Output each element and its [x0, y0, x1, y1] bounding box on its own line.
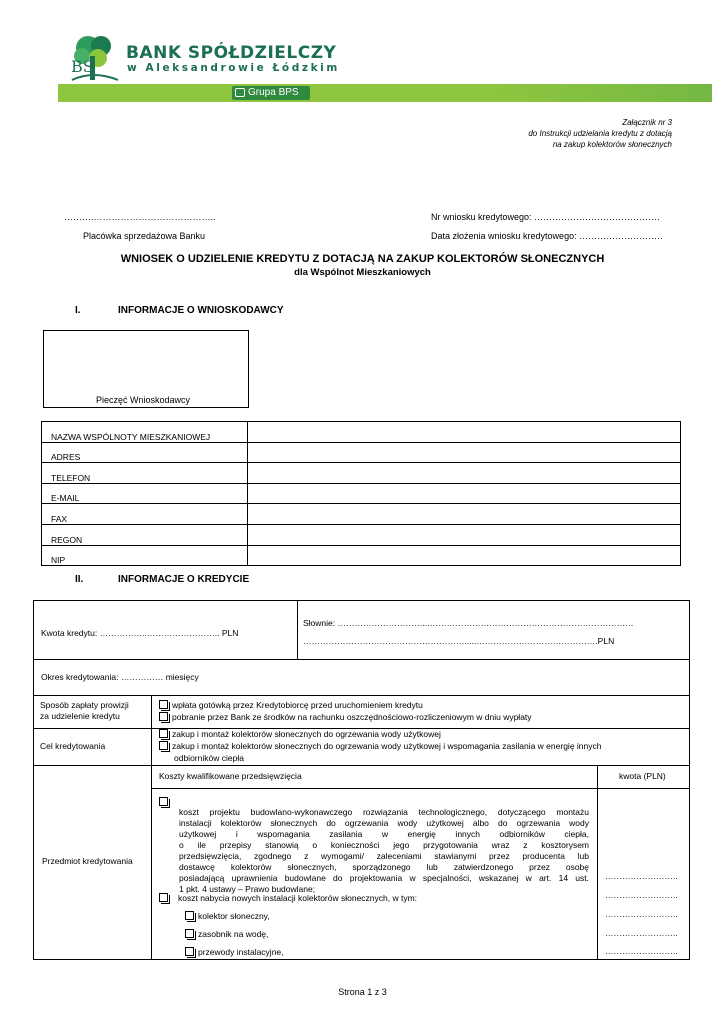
checkbox[interactable] [185, 911, 194, 920]
section1-heading: INFORMACJE O WNIOSKODAWCY [118, 305, 284, 316]
applicant-table [41, 421, 681, 566]
applicant-row [42, 545, 681, 566]
cost-item-project-line: dostawcę kolektorów słonecznych, sporządzonego lub zatwierdzonego przez osobę [179, 862, 589, 872]
cost-item-project-line: przedsięwzięcia, zgodnego z wymogami/ zaleceniami stawianymi przez producenta lub [179, 851, 589, 861]
checkbox[interactable] [159, 712, 168, 721]
cost-sub-pipes[interactable]: przewody instalacyjne, [185, 947, 284, 958]
applicant-field-label: E-MAIL [42, 483, 248, 504]
annex-line3: na zakup kolektorów słonecznych [552, 140, 672, 149]
bps-logo-icon [235, 88, 245, 97]
cost-sub-collector[interactable]: kolektor słoneczny, [185, 911, 270, 922]
green-banner [58, 84, 712, 102]
costs-header: Koszty kwalifikowane przedsięwzięcia [159, 771, 302, 781]
applicant-field-label: FAX [42, 504, 248, 525]
stamp-box[interactable] [43, 330, 249, 408]
applicant-field-label: NAZWA WSPÓLNOTY MIESZKANIOWEJ [42, 422, 248, 443]
annex-note [440, 117, 672, 150]
subject-label: Przedmiot kredytowania [42, 856, 133, 866]
amount-field-project[interactable]: …………………….. [605, 871, 678, 881]
applicant-field-label: REGON [42, 524, 248, 545]
payment-option-account[interactable]: pobranie przez Bank ze środków na rachunku oszczędnościowo-rozliczeniowym w dniu wypłaty [159, 712, 532, 723]
application-date[interactable]: Data złożenia wniosku kredytowego: ………………………. [431, 231, 663, 241]
applicant-row [42, 422, 681, 443]
purpose-option-water[interactable]: zakup i montaż kolektorów słonecznych do ogrzewania wody użytkowej [159, 729, 441, 740]
bank-name: BANK SPÓŁDZIELCZY [126, 43, 337, 63]
credit-table [33, 600, 690, 960]
cost-sub-tank[interactable]: zasobnik na wodę, [185, 929, 268, 940]
form-subtitle: dla Wspólnot Mieszkaniowych [294, 267, 431, 278]
branch-label: Placówka sprzedażowa Banku [83, 231, 206, 241]
payment-option-cash[interactable]: wpłata gotówką przez Kredytobiorcę przed uruchomieniem kredytu [159, 700, 423, 711]
grupa-bps-badge [232, 86, 310, 100]
cost-item-project-line: koszt projektu budowlano-wykonawczego rozwiązania technologicznego, dotyczącego montażu [179, 807, 589, 817]
cost-item-project[interactable] [159, 796, 589, 895]
application-number[interactable]: Nr wniosku kredytowego: …………………………………… [431, 212, 661, 222]
cost-item-project-line: użytkowej i wspomagania zasilania w energię innych odbiorników ciepła, [179, 829, 589, 839]
cost-item-project-line: instalacji kolektorów słonecznych do ogrzewania wody użytkowej albo do ogrzewania wody [179, 818, 589, 828]
applicant-row [42, 504, 681, 525]
applicant-field-value[interactable] [248, 442, 681, 463]
annex-line1: Załącznik nr 3 [622, 118, 672, 127]
cost-item-project-text [179, 807, 589, 895]
applicant-row [42, 483, 681, 504]
checkbox[interactable] [159, 729, 168, 738]
applicant-field-label: ADRES [42, 442, 248, 463]
tree-logo-icon [68, 34, 128, 82]
page-number: Strona 1 z 3 [338, 987, 387, 997]
cost-item-project-line: posiadającą uprawnienia budowlane do projektowania w specjalności, wskazanej w art. 14 ust. [179, 873, 589, 883]
applicant-field-label: NIP [42, 545, 248, 566]
applicant-field-value[interactable] [248, 463, 681, 484]
bank-logo [68, 34, 128, 82]
checkbox[interactable] [185, 947, 194, 956]
applicant-field-value[interactable] [248, 422, 681, 443]
checkbox[interactable] [159, 700, 168, 709]
annex-line2: do Instrukcji udzielania kredytu z dotacją [528, 129, 672, 138]
cost-item-project-line: 1 pkt. 4 ustawy – Prawo budowlane; [179, 884, 316, 894]
amount-field-pipes[interactable]: …………………….. [605, 946, 678, 956]
applicant-field-value[interactable] [248, 545, 681, 566]
amount-field-collector[interactable]: …………………….. [605, 909, 678, 919]
applicant-row [42, 463, 681, 484]
logo-letters: BS [71, 57, 94, 76]
form-title: WNIOSEK O UDZIELENIE KREDYTU Z DOTACJĄ NA ZAKUP KOLEKTORÓW SŁONECZNYCH [120, 253, 605, 265]
loan-amount-field[interactable]: Kwota kredytu: ……………..…………………….. PLN [41, 628, 239, 638]
applicant-row [42, 524, 681, 545]
bank-location: w Aleksandrowie Łódzkim [127, 62, 340, 74]
applicant-field-label: TELEFON [42, 463, 248, 484]
section1-number: I. [75, 305, 81, 316]
purpose-label: Cel kredytowania [40, 741, 106, 751]
payment-label: Sposób zapłaty prowizji za udzielenie kredytu [40, 700, 129, 721]
applicant-row [42, 442, 681, 463]
section2-number: II. [75, 574, 84, 585]
amount-field-tank[interactable]: …………………….. [605, 928, 678, 938]
applicant-field-value[interactable] [248, 504, 681, 525]
amount-header: kwota (PLN) [619, 771, 666, 781]
checkbox[interactable] [185, 929, 194, 938]
grupa-bps-label: Grupa BPS [248, 87, 299, 98]
cost-item-project-line: o ile przepisy stanowią o konieczności jego przygotowania wraz z kosztorysem [179, 840, 589, 850]
purpose-option-water-heating[interactable]: zakup i montaż kolektorów słonecznych do ogrzewania wody użytkowej i wspomagania zasilania w energię innych [159, 741, 601, 752]
applicant-field-value[interactable] [248, 524, 681, 545]
amount-field-installation[interactable]: …………………….. [605, 890, 678, 900]
cost-item-installation[interactable]: koszt nabycia nowych instalacji kolektorów słonecznych, w tym: [159, 893, 417, 904]
amount-in-words-line2[interactable]: ………………………………………………….....…………………………………….PLN [303, 636, 615, 646]
stamp-label: Pieczęć Wnioskodawcy [96, 395, 191, 405]
branch-dots[interactable]: ……….………………………………….. [64, 212, 216, 222]
checkbox[interactable] [159, 893, 168, 902]
amount-in-words-line1[interactable]: Słownie: …………………………...……………………………………………………………… [303, 618, 634, 628]
applicant-field-value[interactable] [248, 483, 681, 504]
checkbox[interactable] [159, 797, 168, 806]
loan-period-field[interactable]: Okres kredytowania: …………… miesięcy [41, 672, 199, 682]
section2-heading: INFORMACJE O KREDYCIE [118, 574, 250, 585]
checkbox[interactable] [159, 741, 168, 750]
purpose-option-water-heating-cont: odbiorników ciepła [174, 753, 244, 763]
